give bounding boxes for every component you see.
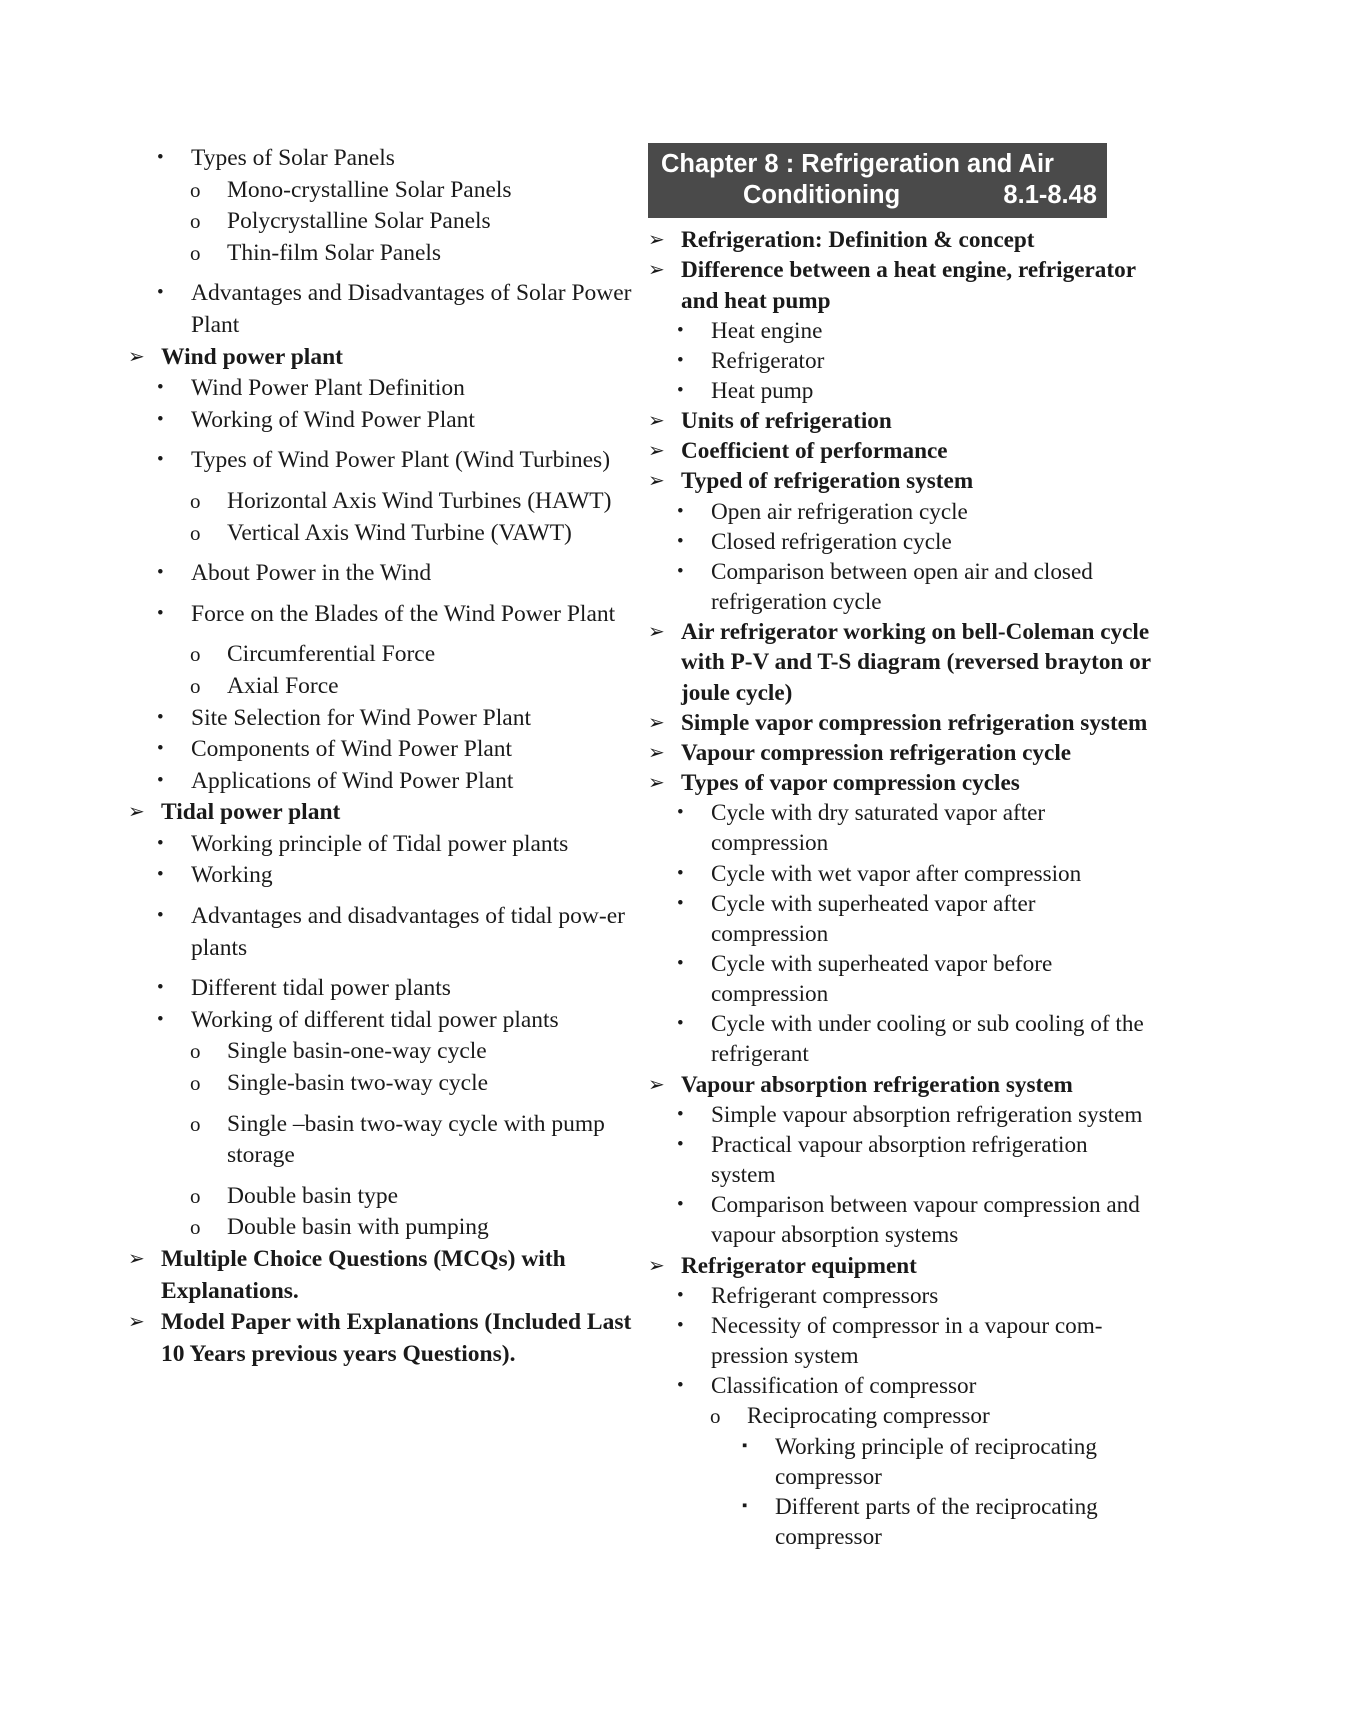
toc-item-label: Model Paper with Explanations (Included Last 10 Years previous years Questions). [161,1309,632,1367]
disc-bullet-icon: • [157,832,164,854]
square-bullet-icon: ▪ [742,1498,748,1515]
disc-bullet-icon: • [677,862,684,884]
circle-bullet-icon: o [190,642,201,667]
disc-bullet-icon: • [677,1133,684,1155]
arrow-bullet-icon: ➢ [648,709,665,734]
toc-item-label: Advantages and disadvantages of tidal pow-er plants [191,903,625,961]
toc-item-label: Refrigerator equipment [681,1252,917,1279]
disc-bullet-icon: • [157,1008,164,1030]
toc-item-level-3 [190,1036,648,1068]
toc-item-level-1 [648,255,1153,315]
toc-item-level-2 [157,143,648,175]
right-toc-list [648,225,1153,1552]
toc-item-label: Cycle with superheated vapor after compression [711,890,1036,947]
toc-item-label: Working principle of Tidal power plants [191,830,569,857]
left-column [128,0,648,1552]
circle-bullet-icon: o [190,1111,201,1136]
toc-item-level-3 [190,1109,648,1172]
toc-item-label: Circumferential Force [227,641,436,668]
toc-item-level-1 [648,708,1153,738]
disc-bullet-icon: • [677,952,684,974]
square-bullet-icon: ▪ [742,1437,748,1454]
disc-bullet-icon: • [677,1284,684,1306]
circle-bullet-icon: o [190,209,201,234]
toc-item-level-2 [157,973,648,1005]
toc-item-level-2 [157,860,648,892]
disc-bullet-icon: • [157,706,164,728]
arrow-bullet-icon: ➢ [648,257,665,282]
chapter-title-line1: Chapter 8 : Refrigeration and Air [661,150,1054,178]
disc-bullet-icon: • [677,319,684,341]
toc-item-level-2 [677,949,1153,1009]
toc-item-label: Wind power plant [161,343,343,370]
toc-item-level-4 [742,1492,1153,1552]
circle-bullet-icon: o [190,673,201,698]
toc-item-label: Cycle with superheated vapor before compression [711,950,1053,1008]
arrow-bullet-icon: ➢ [648,408,665,433]
toc-item-level-2 [157,901,648,964]
toc-item-label: Coefficient of performance [681,438,948,465]
toc-item-level-4 [742,1432,1153,1492]
circle-bullet-icon: o [190,488,201,513]
toc-item-level-1 [648,466,1153,496]
disc-bullet-icon: • [157,282,164,304]
toc-item-level-2 [157,373,648,405]
disc-bullet-icon: • [677,1013,684,1035]
toc-item-level-1 [648,738,1153,768]
toc-item-label: Closed refrigeration cycle [711,528,952,555]
toc-item-label: Working of different tidal power plants [191,1006,559,1033]
arrow-bullet-icon: ➢ [648,1252,665,1277]
toc-item-level-2 [677,1130,1153,1190]
toc-item-label: Vapour absorption refrigeration system [681,1071,1073,1098]
disc-bullet-icon: • [157,769,164,791]
toc-item-level-2 [677,859,1153,889]
circle-bullet-icon: o [190,1215,201,1240]
toc-item-level-2 [157,558,648,590]
toc-item-label: Cycle with dry saturated vapor after compression [711,800,1046,857]
toc-item-label: Simple vapour absorption refrigeration system [711,1101,1143,1128]
arrow-bullet-icon: ➢ [128,1246,145,1270]
toc-item-label: Different tidal power plants [191,975,451,1002]
toc-item-level-1 [648,617,1153,707]
arrow-bullet-icon: ➢ [648,770,665,795]
circle-bullet-icon: o [710,1404,721,1429]
toc-item-level-2 [677,557,1153,617]
toc-item-label: Vapour compression refrigeration cycle [681,739,1072,766]
toc-item-level-2 [157,278,648,341]
toc-item-level-1 [128,1307,648,1370]
disc-bullet-icon: • [677,380,684,401]
toc-item-label: Single basin-one-way cycle [227,1038,487,1065]
circle-bullet-icon: o [190,1071,201,1096]
toc-item-label: Comparison between open air and closed refrigeration cycle [711,558,1093,616]
toc-item-label: Horizontal Axis Wind Turbines (HAWT) [227,487,612,514]
toc-item-level-1 [648,406,1153,436]
toc-item-label: Mono-crystalline Solar Panels [227,176,512,203]
disc-bullet-icon: • [157,864,164,886]
toc-item-level-2 [677,346,1153,376]
toc-item-label: Cycle with wet vapor after compression [711,860,1082,887]
disc-bullet-icon: • [677,500,684,522]
toc-item-label: Units of refrigeration [681,408,892,435]
toc-item-label: Types of Wind Power Plant (Wind Turbines) [191,447,611,474]
toc-item-label: Air refrigerator working on bell-Coleman cycle with P-V and T-S diagram (reversed brayton or joule cycle) [681,619,1151,706]
disc-bullet-icon: • [157,905,164,927]
chapter-title-line2: Conditioning [743,181,901,210]
toc-item-label: Reciprocating compressor [747,1403,990,1430]
disc-bullet-icon: • [157,449,164,471]
toc-item-level-2 [677,889,1153,949]
toc-item-label: Difference between a heat engine, refrigerator and heat pump [681,257,1136,314]
toc-item-level-2 [157,734,648,766]
disc-bullet-icon: • [677,530,684,552]
disc-bullet-icon: • [677,1194,684,1216]
disc-bullet-icon: • [677,1103,684,1125]
circle-bullet-icon: o [190,240,201,265]
disc-bullet-icon: • [677,349,684,371]
toc-item-label: Types of Solar Panels [191,145,395,171]
toc-item-level-3 [190,238,648,270]
chapter-title-line2-row [661,180,1097,211]
toc-item-label: Comparison between vapour compression and vapour absorption systems [711,1192,1140,1249]
toc-item-level-3 [190,1068,648,1100]
toc-item-level-1 [648,436,1153,466]
circle-bullet-icon: o [190,177,201,202]
toc-item-label: Tidal power plant [161,799,341,826]
toc-item-label: Double basin with pumping [227,1214,489,1241]
toc-item-label: Multiple Choice Questions (MCQs) with Explanations. [161,1246,566,1304]
toc-item-label: Different parts of the reciprocating compressor [775,1494,1098,1551]
toc-item-level-1 [128,1244,648,1307]
toc-item-level-3 [190,671,648,703]
toc-item-label: Refrigerant compressors [711,1282,939,1309]
disc-bullet-icon: • [157,408,164,430]
right-column [648,0,1153,1552]
toc-item-level-2 [677,1281,1153,1311]
toc-item-label: Site Selection for Wind Power Plant [191,704,531,731]
toc-item-level-2 [677,316,1153,346]
disc-bullet-icon: • [677,1375,684,1397]
toc-item-level-1 [648,768,1153,798]
arrow-bullet-icon: ➢ [648,227,665,252]
toc-item-label: Polycrystalline Solar Panels [227,208,491,235]
arrow-bullet-icon: ➢ [648,739,665,764]
disc-bullet-icon: • [677,892,684,914]
toc-item-label: About Power in the Wind [191,560,432,587]
circle-bullet-icon: o [190,1039,201,1064]
arrow-bullet-icon: ➢ [648,438,665,463]
toc-item-label: Classification of compressor [711,1373,977,1400]
toc-item-level-3 [190,639,648,671]
chapter-header-banner [648,143,1107,218]
toc-item-label: Refrigeration: Definition & concept [681,227,1035,254]
toc-item-level-2 [157,766,648,798]
toc-item-label: Heat pump [711,378,814,404]
toc-item-level-2 [157,829,648,861]
toc-item-level-2 [157,405,648,437]
toc-item-label: Typed of refrigeration system [681,468,974,495]
toc-item-level-3 [190,518,648,550]
toc-item-label: Advantages and Disadvantages of Solar Power Plant [191,280,632,338]
toc-item-label: Heat engine [711,317,823,344]
toc-item-level-1 [648,1070,1153,1100]
toc-item-level-3 [710,1401,1153,1431]
toc-item-label: Wind Power Plant Definition [191,375,465,402]
toc-item-label: Single –basin two-way cycle with pump storage [227,1110,605,1169]
arrow-bullet-icon: ➢ [648,1071,665,1096]
toc-item-level-2 [677,527,1153,557]
toc-item-label: Working principle of reciprocating compressor [775,1433,1097,1490]
toc-item-level-3 [190,175,648,207]
toc-item-label: Necessity of compressor in a vapour com-pression system [711,1312,1103,1369]
toc-item-label: Open air refrigeration cycle [711,498,968,525]
left-toc-list [128,143,648,1370]
disc-bullet-icon: • [157,738,164,760]
toc-item-level-2 [157,599,648,631]
arrow-bullet-icon: ➢ [128,799,145,824]
arrow-bullet-icon: ➢ [128,343,145,368]
disc-bullet-icon: • [157,602,164,624]
disc-bullet-icon: • [157,377,164,399]
toc-item-level-2 [157,1005,648,1037]
toc-item-level-3 [190,486,648,518]
chapter-page-range: 8.1-8.48 [1003,181,1097,210]
disc-bullet-icon: • [677,802,684,824]
toc-item-level-3 [190,1181,648,1213]
disc-bullet-icon: • [677,1314,684,1336]
disc-bullet-icon: • [157,977,164,999]
toc-item-level-2 [677,1009,1153,1069]
disc-bullet-icon: • [157,562,164,584]
toc-item-level-2 [677,1311,1153,1371]
toc-item-level-2 [677,798,1153,858]
toc-item-label: Working of Wind Power Plant [191,406,475,433]
arrow-bullet-icon: ➢ [648,619,665,644]
toc-item-label: Practical vapour absorption refrigeration system [711,1131,1088,1189]
arrow-bullet-icon: ➢ [648,468,665,493]
toc-item-label: Simple vapor compression refrigeration system [681,709,1148,736]
toc-item-level-2 [677,1190,1153,1250]
toc-item-level-2 [157,445,648,477]
toc-item-label: Axial Force [227,672,339,699]
toc-item-label: Force on the Blades of the Wind Power Plant [191,600,616,627]
toc-item-label: Components of Wind Power Plant [191,736,513,763]
toc-item-label: Refrigerator [711,347,825,374]
toc-item-level-3 [190,1212,648,1244]
toc-item-level-2 [677,1371,1153,1401]
toc-item-label: Applications of Wind Power Plant [191,767,514,794]
toc-item-level-3 [190,206,648,238]
toc-item-label: Thin-film Solar Panels [227,239,442,266]
toc-item-level-2 [677,497,1153,527]
toc-item-level-1 [128,797,648,829]
toc-item-level-1 [128,342,648,374]
disc-bullet-icon: • [157,147,164,168]
arrow-bullet-icon: ➢ [128,1309,145,1334]
toc-item-label: Cycle with under cooling or sub cooling of the refrigerant [711,1011,1144,1068]
disc-bullet-icon: • [677,560,684,582]
toc-item-label: Vertical Axis Wind Turbine (VAWT) [227,519,572,546]
toc-item-label: Working [191,862,273,889]
toc-item-level-2 [677,1100,1153,1130]
toc-item-label: Double basin type [227,1182,398,1209]
circle-bullet-icon: o [190,520,201,545]
toc-item-level-2 [157,703,648,735]
circle-bullet-icon: o [190,1183,201,1208]
toc-item-label: Types of vapor compression cycles [681,770,1020,797]
toc-item-level-2 [677,376,1153,406]
toc-item-level-1 [648,1251,1153,1281]
toc-item-label: Single-basin two-way cycle [227,1070,489,1097]
toc-item-level-1 [648,225,1153,255]
